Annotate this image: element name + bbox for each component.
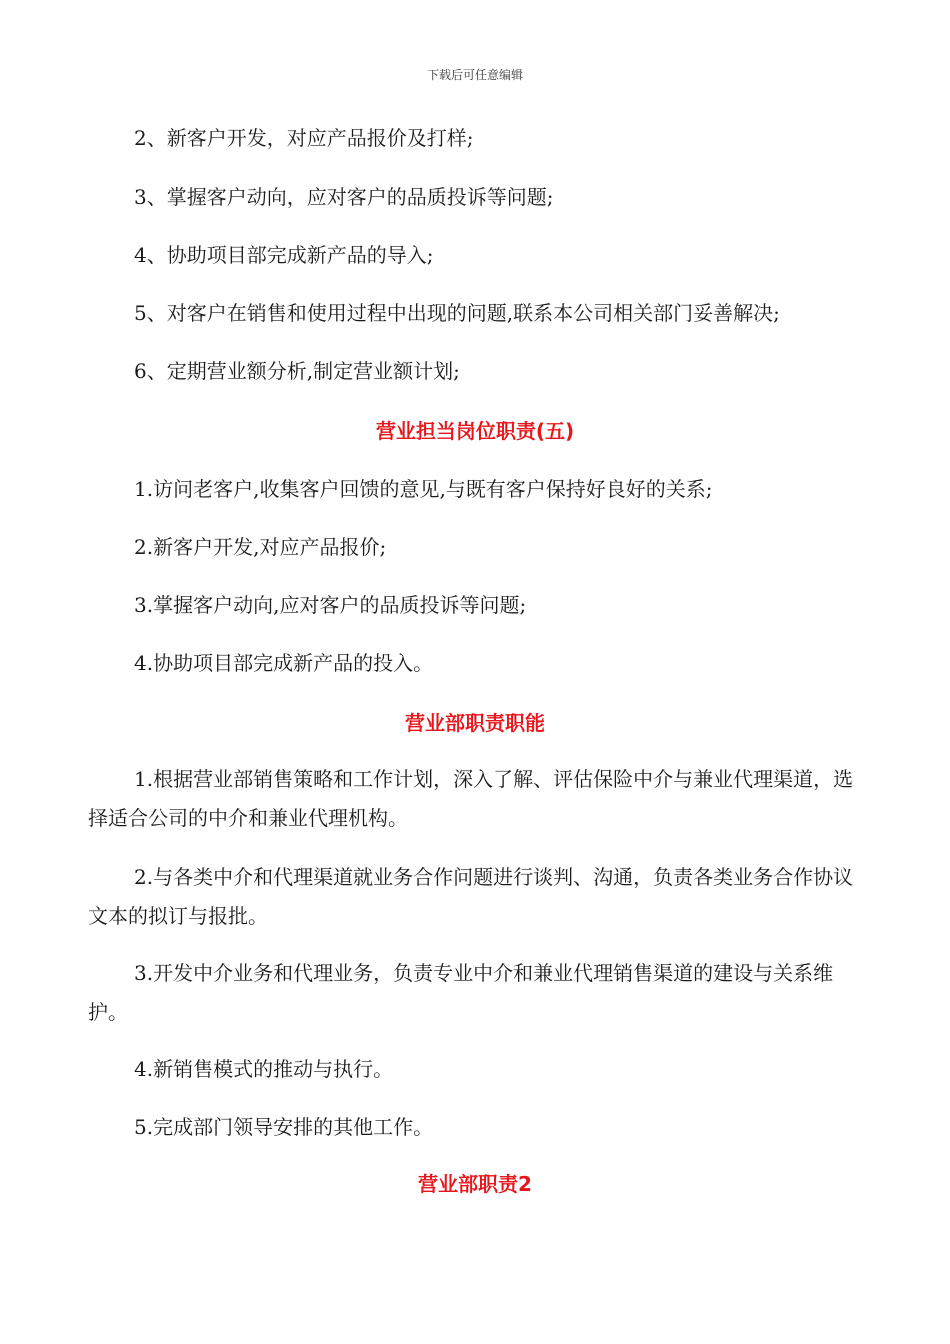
section-heading: 营业部职责2 [418,1172,532,1196]
page-header: 下载后可任意编辑 [426,68,523,82]
list-item: 4.协助项目部完成新产品的投入。 [134,651,434,675]
list-item: 4、协助项目部完成新产品的导入; [134,243,434,267]
list-item: 6、定期营业额分析,制定营业额计划; [134,359,460,383]
list-item: 3.掌握客户动向,应对客户的品质投诉等问题; [134,593,527,617]
paragraph: 3.开发中介业务和代理业务，负责专业中介和兼业代理销售渠道的建设与关系维护。 [88,961,834,1024]
list-item: 2、新客户开发，对应产品报价及打样; [134,126,474,150]
section-heading: 营业部职责职能 [405,711,545,735]
paragraph: 2.与各类中介和代理渠道就业务合作问题进行谈判、沟通，负责各类业务合作协议文本的拟订与报批。 [88,865,854,928]
list-item: 5、对客户在销售和使用过程中出现的问题,联系本公司相关部门妥善解决; [134,301,780,325]
list-item: 3、掌握客户动向，应对客户的品质投诉等问题; [134,185,554,209]
paragraph: 5.完成部门领导安排的其他工作。 [134,1115,434,1139]
list-item: 1.访问老客户,收集客户回馈的意见,与既有客户保持好良好的关系; [134,477,713,501]
paragraph: 1.根据营业部销售策略和工作计划，深入了解、评估保险中介与兼业代理渠道，选择适合公司的中介和兼业代理机构。 [88,767,854,830]
list-item: 2.新客户开发,对应产品报价; [134,535,387,559]
section-heading: 营业担当岗位职责(五) [375,419,575,443]
paragraph: 4.新销售模式的推动与执行。 [134,1057,394,1081]
